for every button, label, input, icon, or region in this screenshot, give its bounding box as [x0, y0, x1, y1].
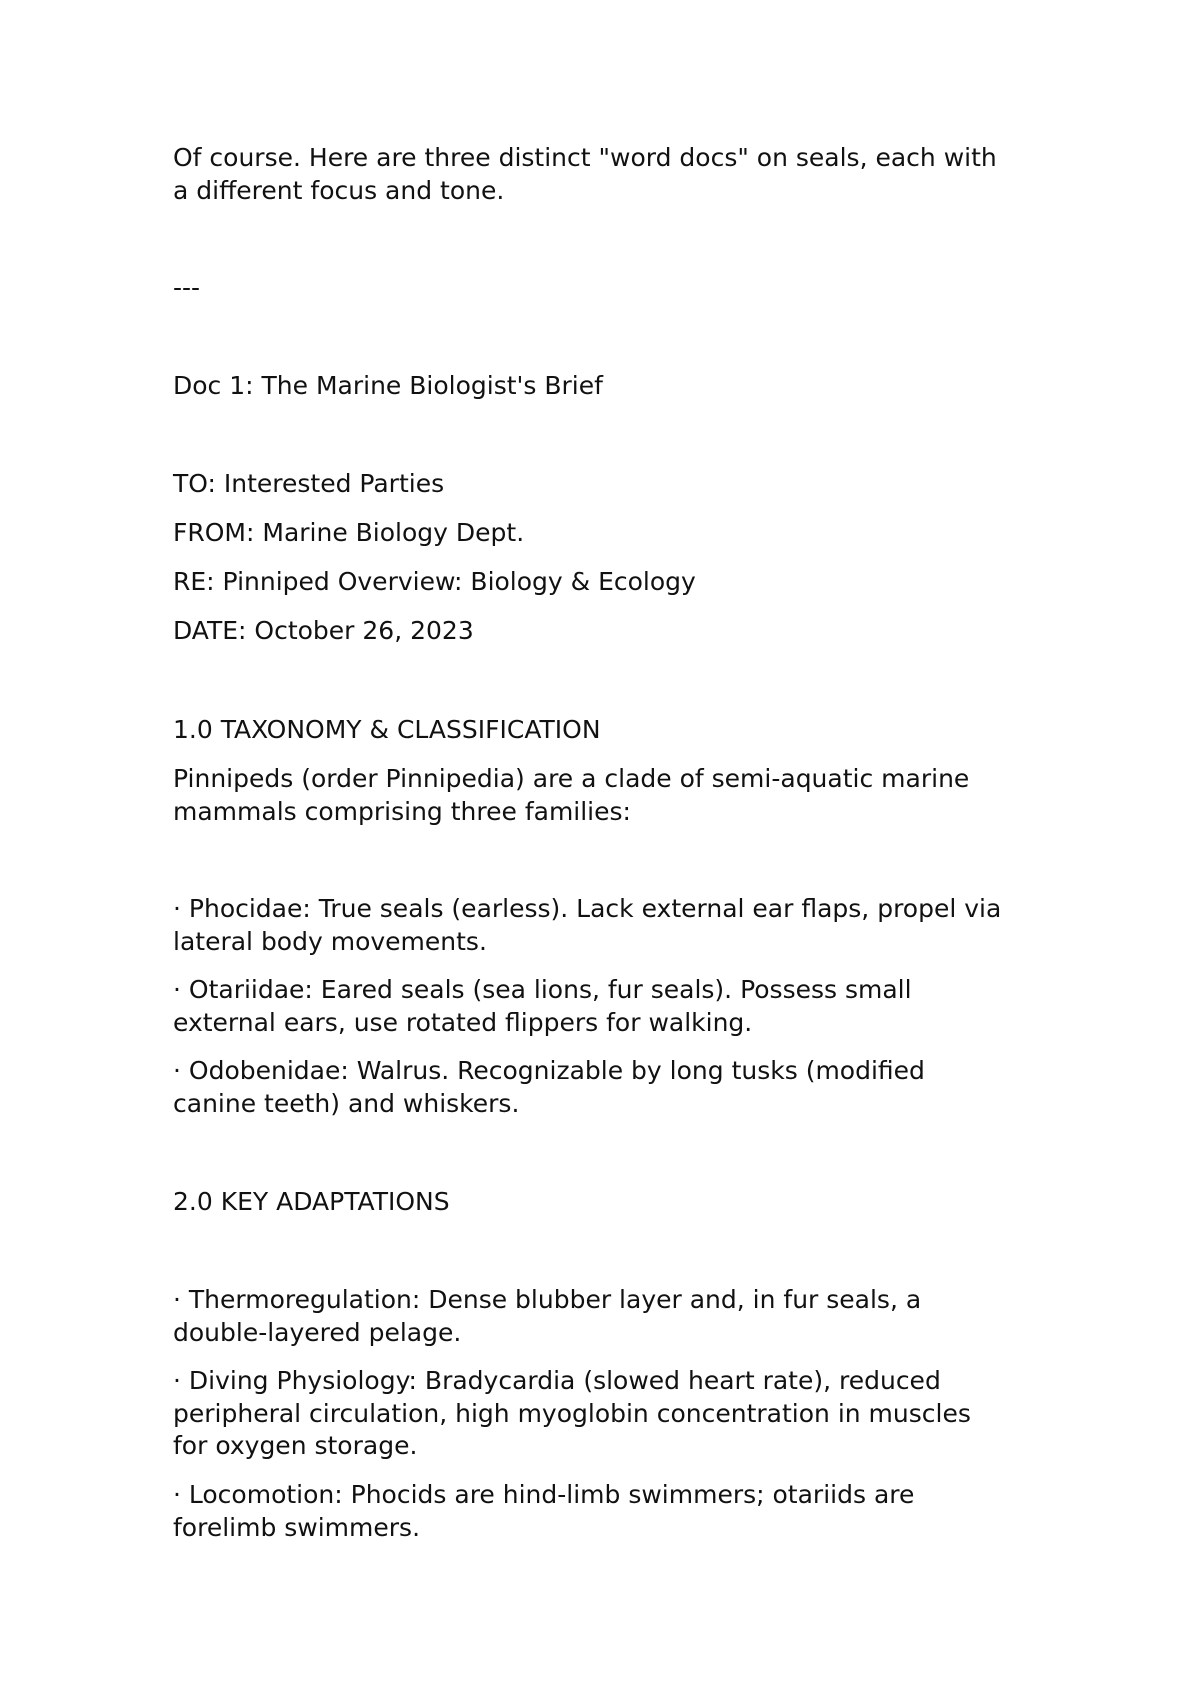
doc-title: Doc 1: The Marine Biologist's Brief: [173, 371, 603, 400]
section2-item-thermoregulation: · Thermoregulation: Dense blubber layer and, in fur seals, a double-layered pelage.: [173, 1285, 922, 1347]
section2-item-diving-physiology: · Diving Physiology: Bradycardia (slowed heart rate), reduced peripheral circulation, high myoglobin concentration in muscles for oxygen storage.: [173, 1366, 971, 1460]
section1-heading: 1.0 TAXONOMY & CLASSIFICATION: [173, 715, 601, 744]
intro-paragraph: Of course. Here are three distinct "word docs" on seals, each with a different focus and tone.: [173, 143, 997, 205]
section1-item-otariidae: · Otariidae: Eared seals (sea lions, fur seals). Possess small external ears, use rotated flippers for walking.: [173, 975, 912, 1037]
section1-item-phocidae: · Phocidae: True seals (earless). Lack external ear flaps, propel via lateral body movements.: [173, 894, 1002, 956]
memo-from: FROM: Marine Biology Dept.: [173, 518, 525, 547]
memo-to: TO: Interested Parties: [173, 469, 445, 498]
section2-heading: 2.0 KEY ADAPTATIONS: [173, 1187, 450, 1216]
section1-body: Pinnipeds (order Pinnipedia) are a clade of semi-aquatic marine mammals comprising three families:: [173, 764, 970, 826]
memo-date: DATE: October 26, 2023: [173, 616, 474, 645]
memo-re: RE: Pinniped Overview: Biology & Ecology: [173, 567, 696, 596]
separator-line: ---: [173, 273, 201, 302]
section2-item-locomotion: · Locomotion: Phocids are hind-limb swimmers; otariids are forelimb swimmers.: [173, 1480, 915, 1542]
section1-item-odobenidae: · Odobenidae: Walrus. Recognizable by long tusks (modified canine teeth) and whiskers.: [173, 1056, 925, 1118]
